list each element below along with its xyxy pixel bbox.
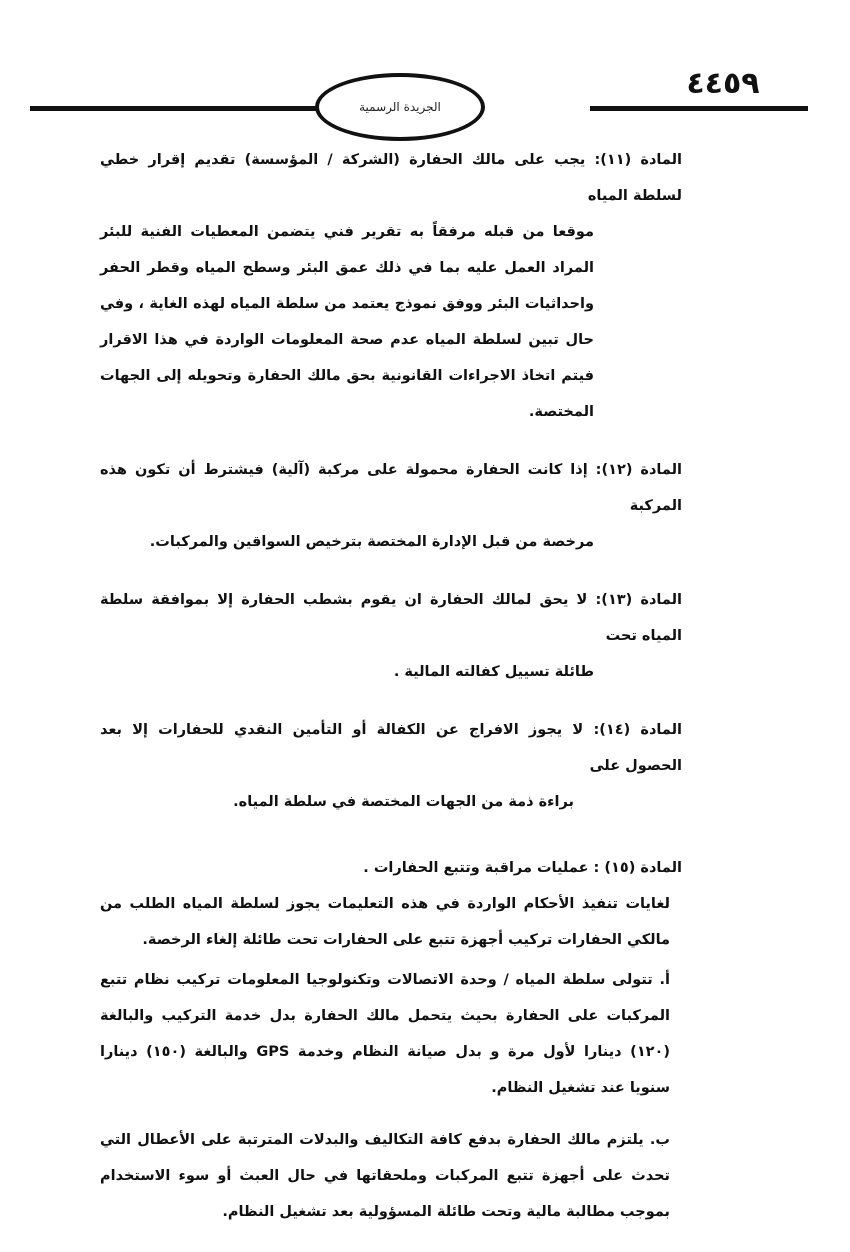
article-15	[100, 850, 682, 1230]
article-14	[100, 712, 682, 820]
article-text: لا يحق لمالك الحفارة ان يقوم بشطب الحفارة إلا بموافقة سلطة المياه تحت	[100, 592, 682, 644]
article-first-line	[100, 712, 682, 784]
article-11	[100, 142, 682, 430]
article-12	[100, 452, 682, 560]
article-continuation: موقعا من قبله مرفقاً به تقرير فني يتضمن المعطيات الفنية للبئر المراد العمل عليه بما في ذلك عمق البئر وسطح المياه وقطر الحفر واحداثيات البئر ووفق نموذج يعتمد من سلطة المياه لهذه الغاية ، وفي حال تبين لسلطة المياه عدم صحة المعلومات الواردة في هذا الاقرار فيتم اتخاذ الاجراءات القانونية بحق مالك الحفارة وتحويله إلى الجهات المختصة.	[100, 224, 594, 420]
header-rule-left	[30, 106, 326, 111]
sub-item-text: تتولى سلطة المياه / وحدة الاتصالات وتكنولوجيا المعلومات تركيب نظام تتبع المركبات على الحفارة بحيث يتحمل مالك الحفارة بدل خدمة التركيب والبالغة (١٢٠) دينارا لأول مرة و بدل صيانة النظام وخدمة GPS والبالغة (١٥٠) دينارا سنويا عند تشغيل النظام.	[100, 972, 671, 1096]
article-text: يجب على مالك الحفارة (الشركة / المؤسسة) تقديم إقرار خطي لسلطة المياه	[100, 152, 682, 204]
page-number: ٤٤٥٩	[686, 66, 760, 101]
article-text: عمليات مراقبة وتتبع الحفارات .	[363, 860, 589, 876]
article-label: المادة (١٥) :	[593, 860, 682, 876]
article-label: المادة (١١):	[594, 152, 682, 168]
article-label: المادة (١٤):	[593, 722, 682, 738]
article-continuation: براءة ذمة من الجهات المختصة في سلطة المياه.	[233, 794, 574, 810]
article-text: إذا كانت الحفارة محمولة على مركبة (آلية) فيشترط أن تكون هذه المركبة	[100, 462, 682, 514]
article-label: المادة (١٢):	[595, 462, 682, 478]
sub-item-text: يلتزم مالك الحفارة بدفع كافة التكاليف والبدلات المترتبة على الأعطال التي تحدث على أجهزة تتبع المركبات وملحقاتها في حال العبث أو سوء الاستخدام بموجب مطالبة مالية وتحت طائلة المسؤولية بعد تشغيل النظام.	[100, 1132, 670, 1220]
header-rule-right	[590, 106, 808, 111]
masthead-oval	[315, 73, 485, 141]
article-label: المادة (١٣):	[595, 592, 682, 608]
article-continuation: طائلة تسييل كفالته المالية .	[393, 664, 594, 680]
article-text: لا يجوز الافراج عن الكفالة أو التأمين النقدي للحفارات إلا بعد الحصول على	[100, 722, 682, 774]
document-body	[100, 142, 682, 1252]
article-first-line	[100, 142, 682, 214]
article-first-line	[100, 452, 682, 524]
publication-title: الجريدة الرسمية	[359, 100, 441, 114]
sub-item-a	[100, 962, 682, 1106]
article-first-line	[100, 582, 682, 654]
sub-item-marker: ب.	[649, 1132, 670, 1148]
sub-item-marker: أ.	[659, 972, 670, 988]
article-intro: لغايات تنفيذ الأحكام الواردة في هذه التعليمات يجوز لسلطة المياه الطلب من مالكي الحفارات تركيب أجهزة تتبع على الحفارات تحت طائلة إلغاء الرخصة.	[100, 896, 670, 948]
sub-item-b	[100, 1122, 682, 1230]
article-continuation: مرخصة من قبل الإدارة المختصة بترخيص السواقين والمركبات.	[149, 534, 594, 550]
article-13	[100, 582, 682, 690]
article-first-line	[100, 850, 682, 886]
